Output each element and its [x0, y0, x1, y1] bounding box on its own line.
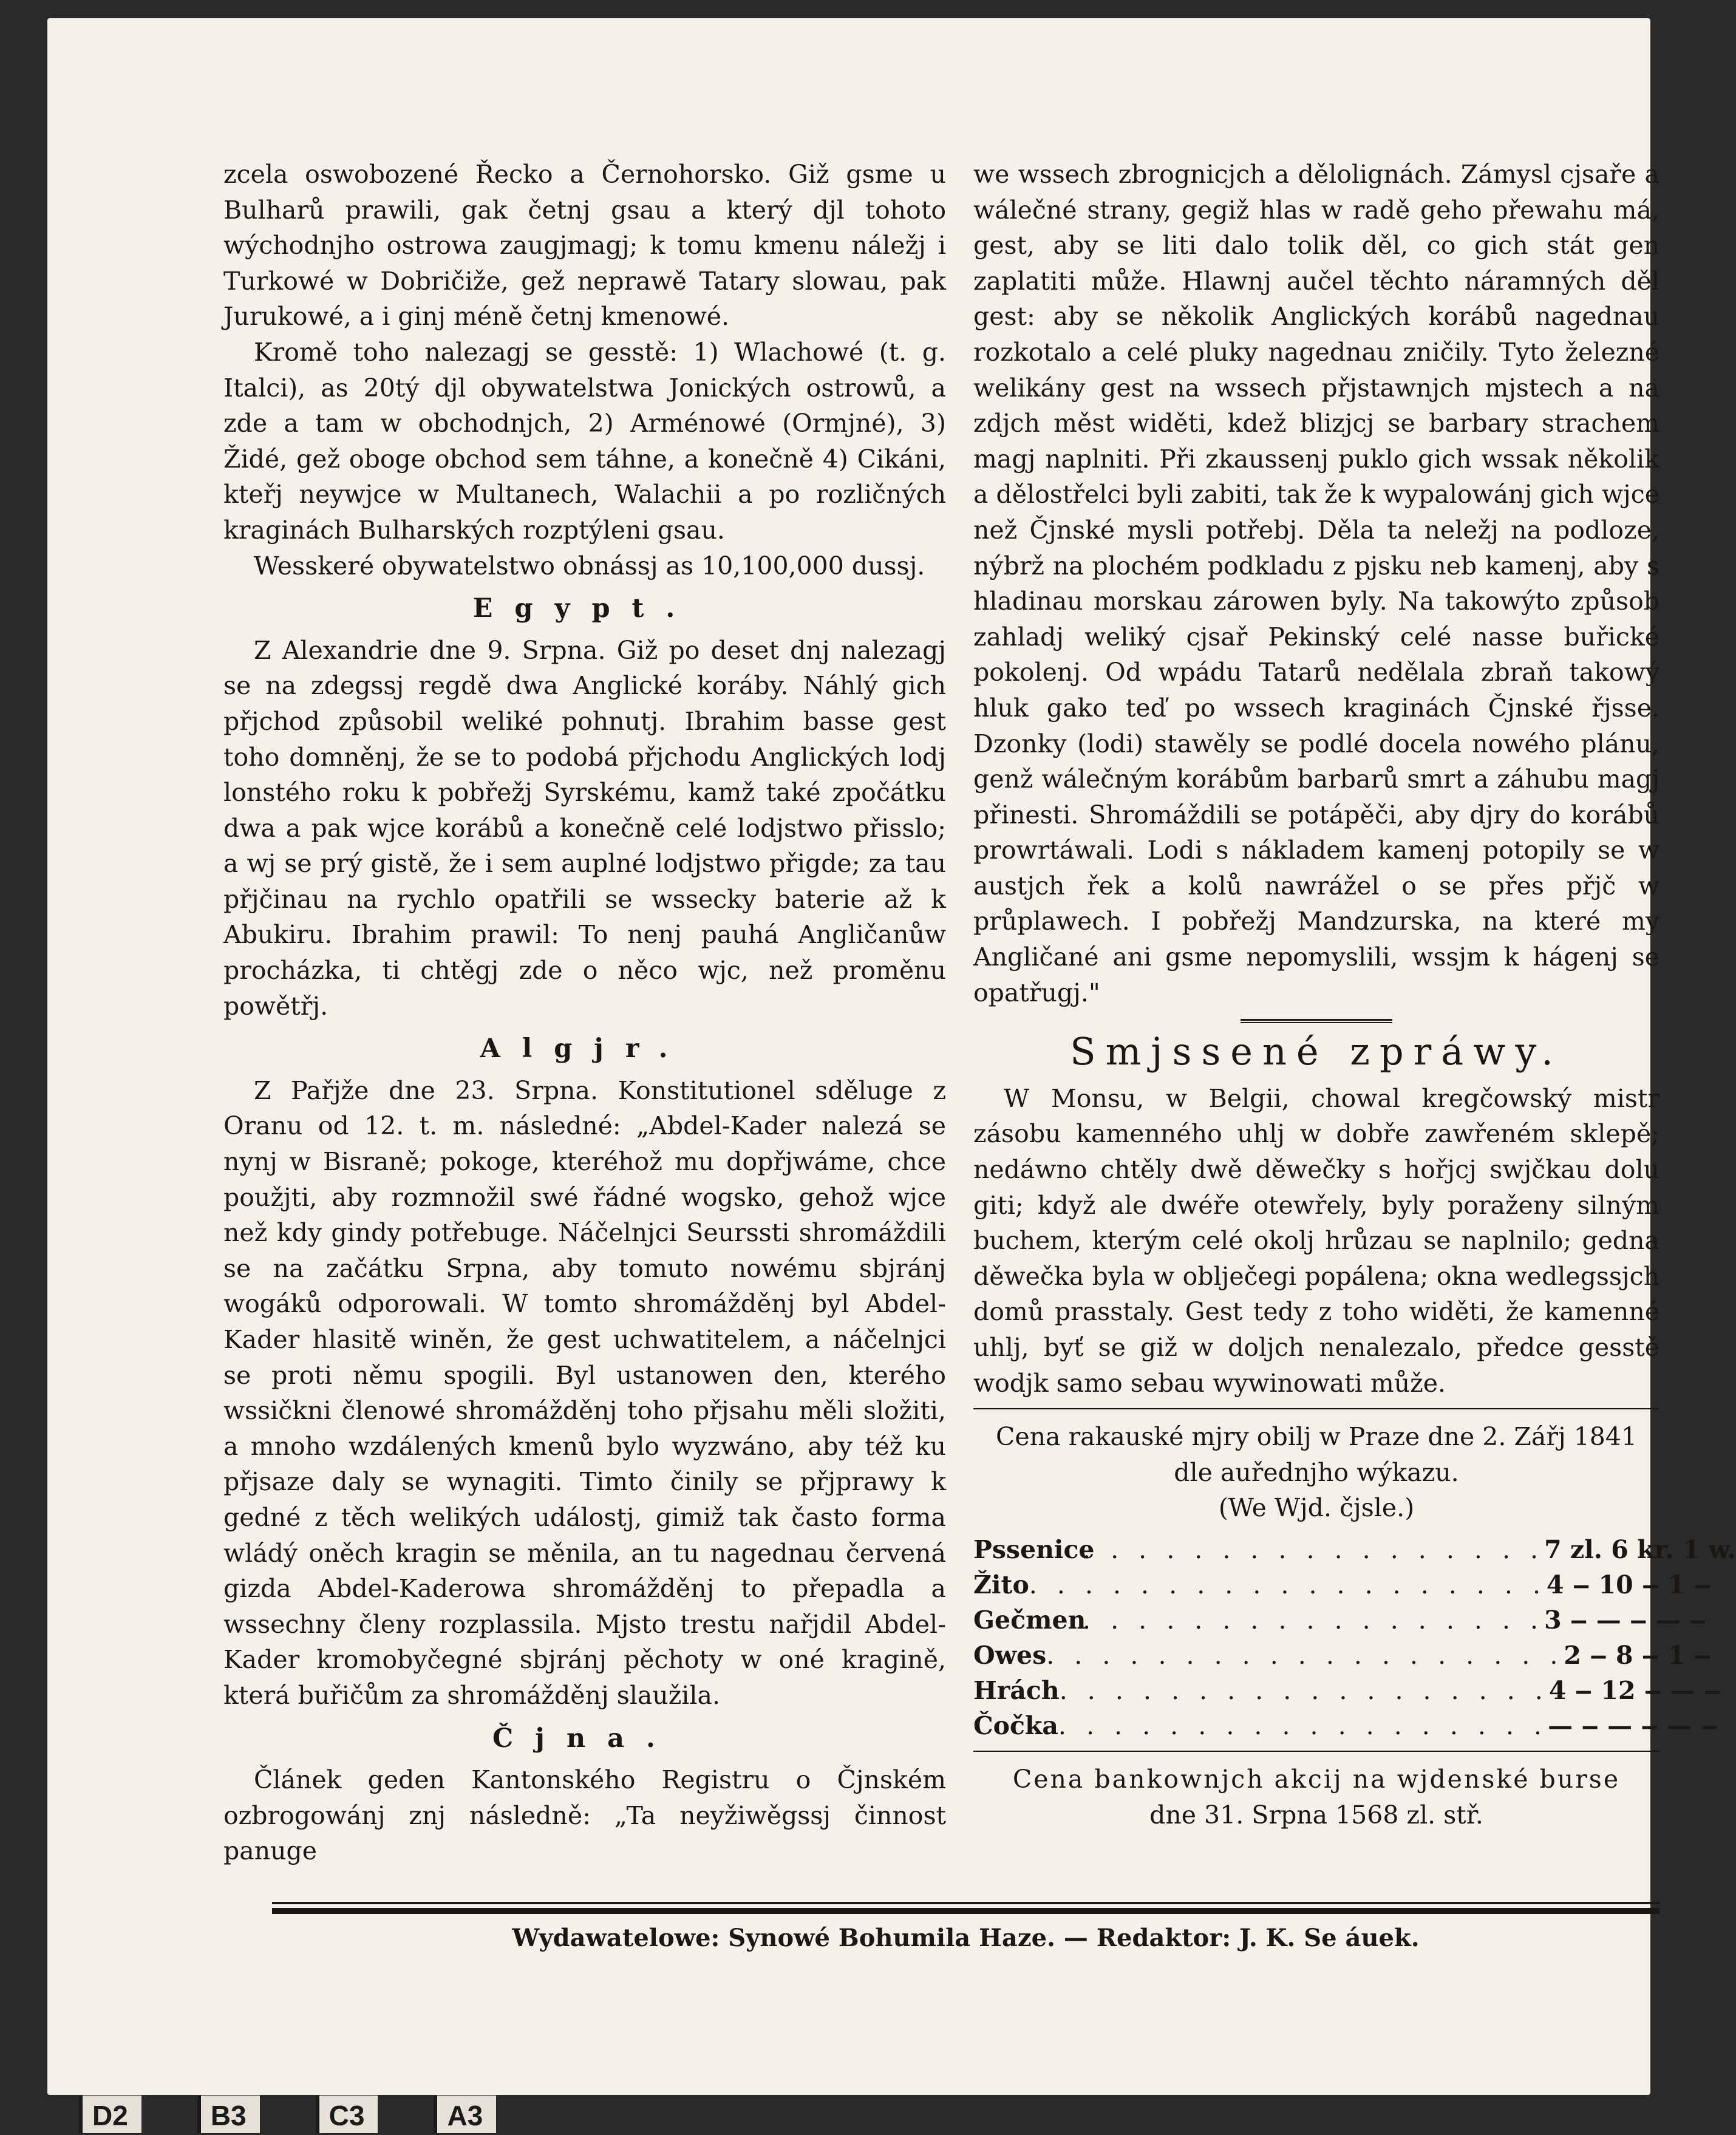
price-row [973, 1532, 1736, 1567]
paragraph-algir: Z Pařjže dne 23. Srpna. Konstitutionel sděluge z Oranu od 12. t. m. následné: „Abdel-Kader nalezá se nynj w Bisraně; pokoge, kteréhož mu dopřjwáme, chce použjti, aby rozmnožil swé řádné wogsko, gehož wjce než kdy gindy potřebuge. Náčelnjci Seurssti shromáždili se na začátku Srpna, aby tomuto nowému sbjránj wogáků odporowali. W tomto shromážděnj byl Abdel-Kader hlasitě winěn, že gest uchwatitelem, a náčelnjci se proti němu spogili. Byl ustanowen den, kterého wssičkni členowé shromážděnj toho přjsahu měli složiti, a mnoho wzdálených kmenů bylo wyzwáno, aby též ku přjsaze daly se wynagiti. Timto činily se přjprawy k gedné z těch welikých událostj, gimiž tak často forma wládý oněch kragin se měnila, an tu nagednau červená gizda Abdel-Kaderowa shromážděnj to přepadla a wssechny členy rozplassila. Mjsto trestu nařjdil Abdel-Kader kromobyčegné sbjránj pěchoty w oné kragině, která buřičům za shromážděnj slaužila. [223, 1075, 946, 1710]
price-row [973, 1673, 1721, 1708]
prices-divider [973, 1408, 1659, 1409]
price-item-value: 4 ‒ 12 ‒ — ‒ [1548, 1675, 1721, 1705]
prices-title: Cena rakauské mjry obilj w Praze dne 2. Zářj 1841 [995, 1422, 1638, 1452]
price-item-name: Pssenice [973, 1534, 1095, 1564]
price-item-name: Hrách [973, 1675, 1060, 1705]
price-row [973, 1602, 1707, 1638]
prices-subtitle: dle auřednjho wýkazu. [1174, 1457, 1459, 1487]
section-divider [1241, 1019, 1392, 1023]
prices-currency-note: (We Wjd. čjsle.) [1218, 1493, 1415, 1523]
paragraph-cina-continued: we wssech zbrognicjch a dělolignách. Zámysl cjsaře a wálečné strany, gegiž hlas w radě geho přewahu má, gest, aby se liti dalo tolik děl, co gich stát gen zaplatiti může. Hlawnj aučel těchto náramných děl gest: aby se několik Anglických korábů nagednau rozkotalo a celé pluky nagednau zničily. Tyto železné welikány gest na wssech přjstawnjch mjstech a na zdjch měst widěti, kdež blizjcj se barbary strachem magj naplniti. Při zkaussenj puklo gich wssak několik a dělostřelci byli zabiti, tak že k wypalowánj gich wjce než Čjnské mysli potřebj. Děla ta neležj na podloze, nýbrž na plochém podkladu z pjsku neb kamenj, aby s hladinau morskau zárowen byly. Na takowýto způsob zahladj weliký cjsař Pekinský celé nasse buřické pokolenj. Od wpádu Tatarů nedělala zbraň takowý hluk gako teď po wssech kraginách Čjnské řjsse. Dzonky (lodi) stawěly se podlé docela nowého plánu, genž wálečným korábům barbarů smrt a záhubu magj přinesti. Shromáždili se potápěči, aby djry do korábů prowrtáwali. Lodi s nákladem kamenj potopily se w austjch řek a kolů nawrážel o se přes přjč w průplawech. I pobřežj Mandzurska, na které my Angličané ani gsme nepomyslili, wssjm k hágenj se opatřugj." [973, 160, 1659, 1007]
bank-shares-title: Cena bankownjch akcij na wjdenské burse [1012, 1764, 1621, 1794]
heading-algir: Algjr. [480, 1033, 690, 1064]
price-row [973, 1567, 1712, 1602]
price-leader-dots: . . . . . . . . . . . . . . . . . . [1059, 1675, 1549, 1705]
paragraph-misc-news: W Monsu, w Belgii, chowal kregčowský mistr zásobu kamenného uhlj w dobře zawřeném sklepě; nedáwno chtěly dwě děwečky s hořjcj swjčkau dolu giti; když ale dwéře otewřely, byly poraženy silným buchem, kterým celé okolj hrůzau se naplnilo; gedna děwečka byla w oblječegi popálena; okna wedlegssjch domů prasstaly. Gest tedy z toho widěti, že kamenné uhlj, byť se giž w doljch nenalezalo, předce gesstě wodjk samo sebau wywinowati může. [973, 1083, 1659, 1398]
paragraph-minorities: Kromě toho nalezagj se gesstě: 1) Wlachowé (t. g. Italci), as 20tý djl obywatelstwa Jonických ostrowů, a zde a tam w obchodnjch, 2) Arménowé (Ormjné), 3) Židé, gež oboge obchod sem táhne, a konečně 4) Cikáni, kteřj neywjce w Multanech, Walachii a po rozličných kraginách Bulharských rozptýleni gsau. [223, 337, 946, 545]
index-tab-d2: D2 [79, 2096, 141, 2133]
price-leader-dots: . . . . . . . . . . . . . . . . . [1083, 1534, 1545, 1564]
paragraph-population: Wesskeré obywatelstwo obnássj as 10,100,000 dussj. [254, 551, 925, 581]
footer-rule [272, 1902, 1659, 1914]
paragraph-egypt: Z Alexandrie dne 9. Srpna. Giž po deset dnj nalezagj se na zdegssj regdě dwa Anglické koráby. Náhlý gich přjchod způsobil weliké pohnutj. Ibrahim basse gest toho domněnj, že se to podobá přjchodu Anglických lodj lonstého roku k pobřežj Syrskému, kamž také zpočátku dwa a pak wjce korábů a konečně celé lodjstwo přisslo; a wj se prý gistě, že i sem auplné lodjstwo přigde; za tau přjčinau na rychlo opatřili se wssecky baterie až k Abukiru. Ibrahim prawil: To nenj pauhá Angličanůw procházka, ti chtěgj zde o něco wjc, než proměnu powětřj. [223, 635, 946, 1021]
price-leader-dots: . . . . . . . . . . . . . . . . . [1083, 1605, 1545, 1635]
heading-egypt: Egypt. [472, 593, 697, 624]
paragraph-cina: Článek geden Kantonského Registru o Čjnském ozbrogowánj znj následně: „Ta neyžiwěgssj činnost panuge [223, 1765, 946, 1866]
index-tab-strip [0, 2094, 1678, 2135]
price-item-value: 7 zl. 6 kr. 1 w. [1544, 1534, 1736, 1564]
index-tab-b3: B3 [197, 2096, 260, 2133]
price-item-name: Owes [973, 1640, 1047, 1670]
index-tab-c3: C3 [316, 2096, 378, 2133]
price-item-name: Gečmen [973, 1605, 1086, 1635]
heading-cina: Čjna. [492, 1723, 677, 1754]
paragraph-bulgaria: zcela oswobozené Řecko a Černohorsko. Giž gsme u Bulharů prawili, gak četnj gsau a který djl tohoto wýchodnjho ostrowa zaugjmagj; k tomu kmenu náležj i Turkowé w Dobričiže, gež neprawě Tatary slowau, pak Jurukowé, a i ginj méně četnj kmenowé. [223, 160, 946, 332]
price-item-name: Žito [973, 1570, 1029, 1599]
price-item-name: Čočka [973, 1711, 1058, 1740]
price-leader-dots: . . . . . . . . . . . . . . . . . . . [1046, 1640, 1564, 1670]
index-tab-a3: A3 [434, 2096, 496, 2133]
right-column [973, 157, 1736, 1833]
grain-price-table [973, 1532, 1736, 1743]
price-leader-dots: . . . . . . . . . . . . . . . . . . . [1029, 1570, 1547, 1599]
price-row [973, 1638, 1711, 1673]
price-item-value: 2 ‒ 8 ‒ 1 ‒ [1564, 1640, 1711, 1670]
bank-divider [973, 1751, 1659, 1752]
price-item-value: — ‒ — ‒ — ‒ [1548, 1711, 1718, 1740]
newspaper-page [47, 18, 1736, 2095]
publisher-footer: Wydawatelowe: Synowé Bohumila Haze. — Redaktor: J. K. Se áuek. [512, 1924, 1420, 1952]
heading-misc-news: Smjssené zpráwy. [1070, 1029, 1563, 1074]
left-column [223, 157, 946, 1869]
price-row [973, 1708, 1718, 1743]
price-item-value: 4 ‒ 10 ‒ 1 ‒ [1547, 1570, 1712, 1599]
bank-shares-value: dne 31. Srpna 1568 zl. stř. [1149, 1800, 1483, 1830]
price-item-value: 3 ‒ — ‒ — ‒ [1544, 1605, 1707, 1635]
price-leader-dots: . . . . . . . . . . . . . . . . . . [1058, 1711, 1548, 1740]
